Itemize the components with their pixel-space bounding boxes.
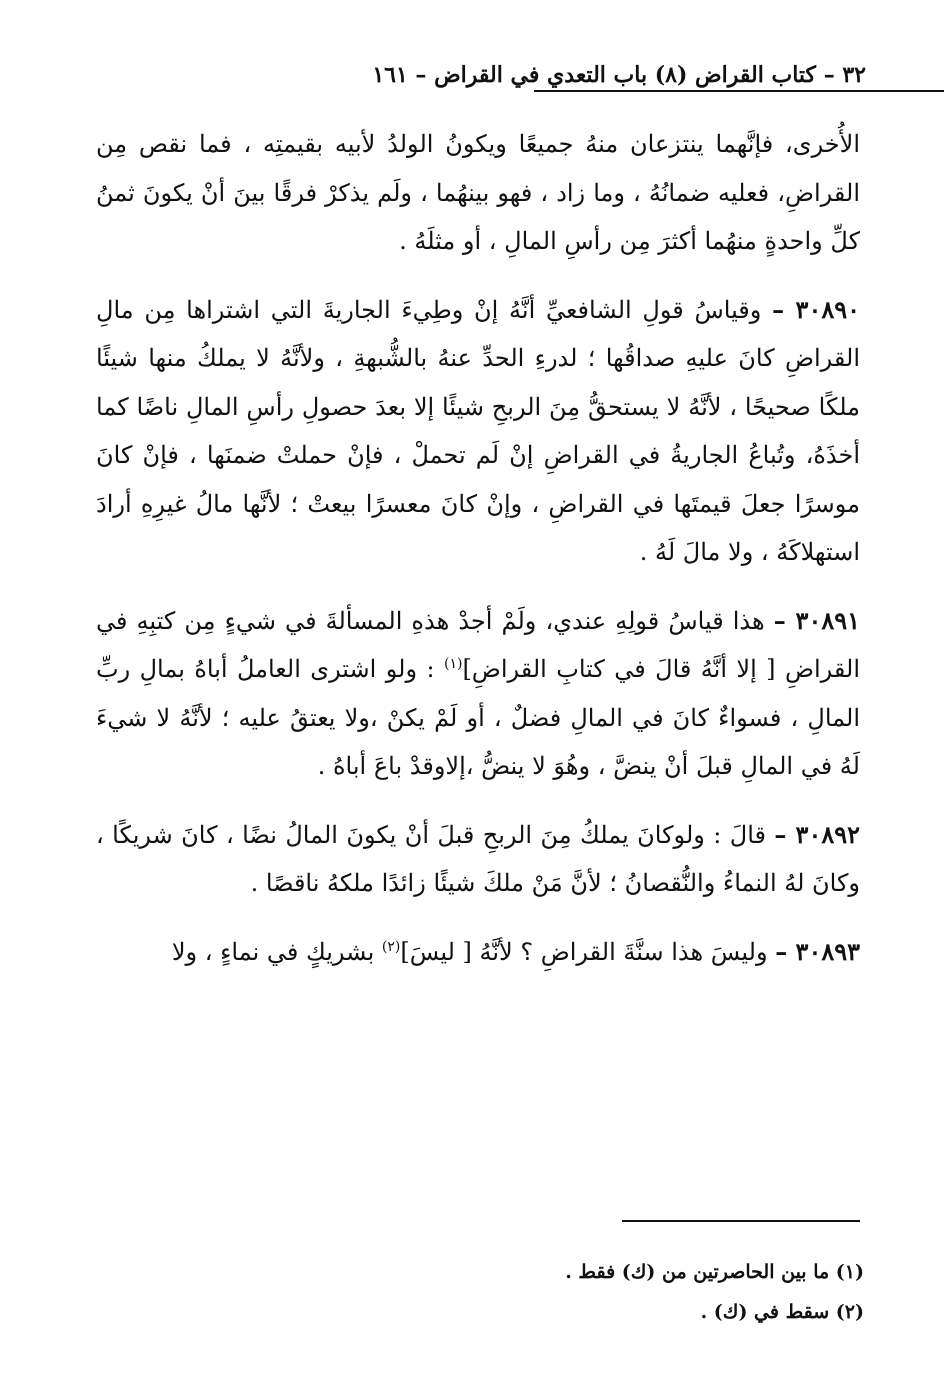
footnote-reference[interactable]: (١) — [443, 656, 463, 672]
footnote-2: (٢) سقط في (ك) . — [700, 1301, 864, 1323]
paragraph-number: ٣٠٨٩١ – — [773, 605, 860, 635]
paragraph-30893 — [96, 928, 860, 977]
footnotes — [520, 1252, 864, 1332]
paragraph-text: وقياسُ قولِ الشافعيِّ أنَّهُ إنْ وطِيءَ الجاريةَ التي اشتراها مِن مالِ القراضِ كانَ عليهِ صداقُها ؛ لدرءِ الحدِّ عنهُ بالشُّبهةِ ، ولأنَّهُ لا يملكُ منها شيئًا ملكًا صحيحًا ، لأنَّهُ لا يستحقُّ مِنَ الربحِ شيئًا إلا بعدَ حصولِ رأسِ المالِ ناضًا كما أخذَهُ، وتُباعُ الجاريةُ في القراضِ إنْ لَم تحملْ ، فإنْ حملتْ ضمنَها ، فإنْ كانَ موسرًا جعلَ قيمتَها في القراضِ ، وإنْ كانَ معسرًا بيعتْ ؛ لأنَّها مالُ غيرِهِ أرادَ استهلاكَهُ ، ولا مالَ لَهُ . — [96, 295, 860, 566]
paragraph-text: وليسَ هذا سنَّةَ القراضِ ؟ لأنَّهُ [ ليسَ] — [400, 937, 768, 966]
main-text — [96, 120, 860, 996]
paragraph-continuation — [96, 120, 860, 266]
paragraph-text: الأُخرى، فإنَّهما ينتزعان منهُ جميعًا ويكونُ الولدُ لأبيه بقيمتِه ، فما نقص مِن القراضِ، فعليه ضمانُهُ ، وما زاد ، فهو بينهُما ، ولَم يذكرْ فرقًا بينَ أنْ يكونَ ثمنُ كلِّ واحدةٍ منهُما أكثرَ مِن رأسِ المالِ ، أو مثلَهُ . — [96, 130, 860, 255]
footnote-reference[interactable]: (٢) — [381, 938, 401, 955]
paragraph-text: قالَ : ولوكانَ يملكُ مِنَ الربحِ قبلَ أنْ يكونَ المالُ نضًا ، كانَ شريكًا ، وكانَ لهُ النماءُ والنُّقصانُ ؛ لأنَّ مَنْ ملكَ شيئًا زائدًا ملكهُ ناقصًا . — [96, 820, 860, 897]
paragraph-text: هذا قياسُ قولِهِ عندي، ولَمْ أجدْ هذهِ المسألةَ في شيءٍ مِن كتبِهِ في القراضِ [ إلا أنَّهُ قالَ في كتابِ القراضِ] — [96, 606, 860, 683]
footnote-separator — [622, 1220, 860, 1222]
header-rule — [534, 90, 944, 92]
paragraph-number: ٣٠٨٩٢ – — [774, 819, 860, 849]
paragraph-30891 — [96, 597, 860, 791]
running-header — [86, 62, 866, 102]
paragraph-text-continued: بشريكٍ في نماءٍ ، ولا — [171, 937, 382, 966]
running-header-title: ٣٢ – كتاب القراض (٨) باب التعدي في القراض – ١٦١ — [372, 62, 866, 88]
footnote-1: (١) ما بين الحاصرتين من (ك) فقط . — [565, 1261, 864, 1283]
paragraph-30890 — [96, 286, 860, 577]
paragraph-number: ٣٠٨٩٣ – — [775, 936, 860, 966]
paragraph-text-continued: : ولو اشترى العاملُ أباهُ بمالِ ربِّ المالِ ، فسواءٌ كانَ في المالِ فضلٌ ، أو لَمْ يكنْ ،ولا يعتقُ عليه ؛ لأنَّهُ لا شيءَ لَهُ في المالِ قبلَ أنْ ينضَّ ، وهُوَ لا ينضُّ ،إلاوقدْ باعَ أباهُ . — [96, 655, 860, 780]
paragraph-30892 — [96, 811, 860, 908]
paragraph-number: ٣٠٨٩٠ – — [772, 294, 860, 324]
